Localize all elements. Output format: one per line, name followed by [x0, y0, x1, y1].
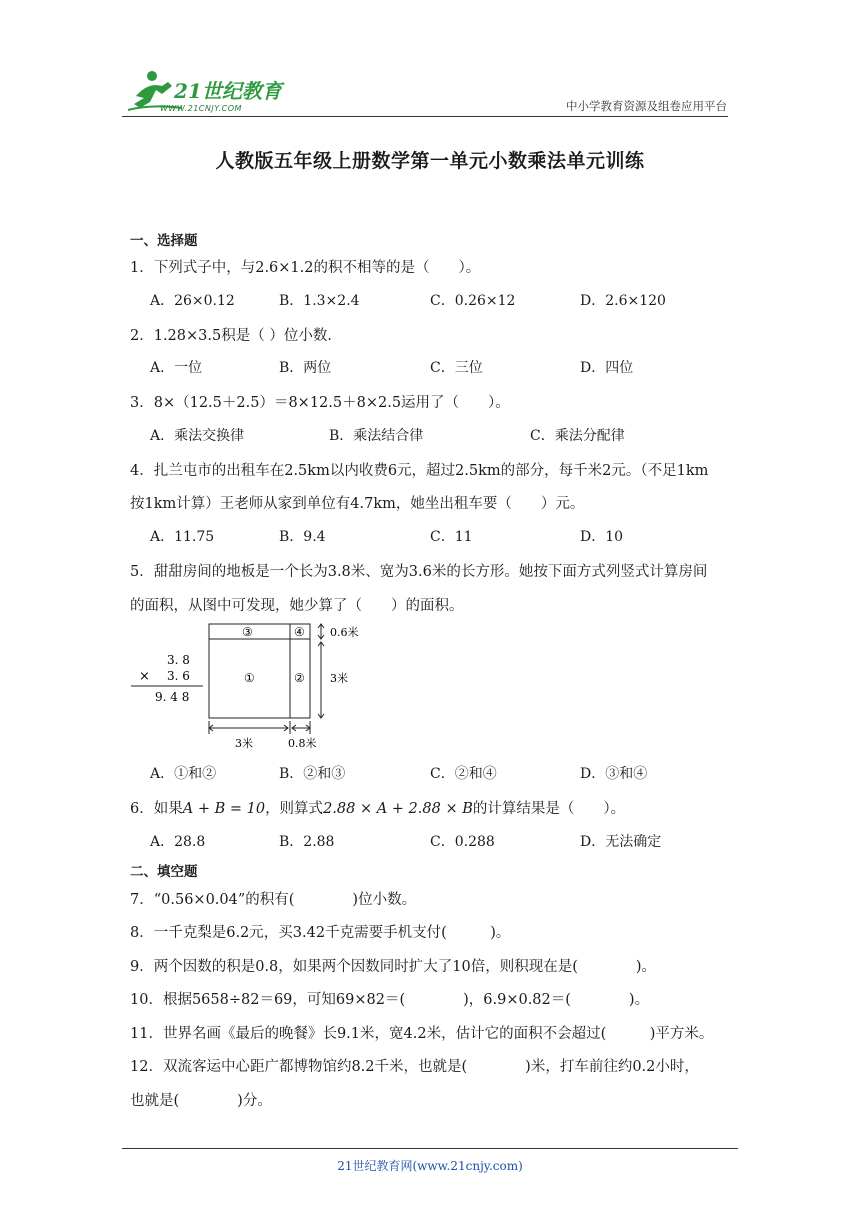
- question-6-suffix: 的计算结果是（ ）。: [472, 801, 626, 817]
- question-3-option-c: C．乘法分配律: [530, 428, 625, 444]
- logo-text: 21世纪教育: [174, 79, 282, 103]
- question-1-option-a: A．26×0.12: [150, 293, 235, 309]
- mult-result: 9. 4 8: [155, 690, 190, 704]
- dim-bottom-right-label: 0.8米: [288, 737, 317, 750]
- question-6-expr1: A + B = 10: [182, 801, 266, 817]
- question-4-stem-line2: 按1km计算）王老师从家到单位有4.7km，她坐出租车要（ ）元。: [130, 496, 585, 512]
- question-3-option-b: B．乘法结合律: [329, 428, 424, 444]
- question-2-stem: 2．1.28×3.5积是（ ）位小数．: [130, 328, 342, 344]
- region-3-label: ③: [242, 625, 253, 639]
- question-5-stem-line1: 5．甜甜房间的地板是一个长为3.8米、宽为3.6米的长方形。她按下面方式列竖式计算房间: [130, 564, 708, 580]
- question-6-stem: [130, 797, 625, 818]
- question-4-option-a: A．11.75: [150, 529, 215, 545]
- question-8: 8．一千克梨是6.2元，买3.42千克需要手机支付( )。: [130, 925, 511, 941]
- question-5-figure: [125, 618, 365, 756]
- question-11: 11．世界名画《最后的晚餐》长9.1米，宽4.2米，估计它的面积不会超过( )平方米。: [130, 1026, 714, 1042]
- footer-text: 21世纪教育网(www.21cnjy.com): [337, 1159, 523, 1173]
- question-1-option-d: D．2.6×120: [580, 293, 666, 309]
- page-title: 人教版五年级上册数学第一单元小数乘法单元训练: [215, 150, 645, 172]
- question-6-prefix: 6．如果: [130, 801, 183, 817]
- question-6-option-a: A．28.8: [150, 834, 206, 850]
- question-4-option-d: D．10: [580, 529, 624, 545]
- header-platform-text: 中小学教育资源及组卷应用平台: [566, 99, 727, 113]
- mult-top: 3. 8: [167, 653, 190, 667]
- question-5-option-b: B．②和③: [279, 766, 346, 782]
- logo-url: WWW.21CNJY.COM: [160, 104, 242, 113]
- question-12-line2: 也就是( )分。: [130, 1093, 272, 1109]
- question-5-option-c: C．②和④: [430, 766, 497, 782]
- question-12-line1: 12．双流客运中心距广都博物馆约8.2千米，也就是( )米，打车前往约0.2小时，: [130, 1059, 699, 1075]
- mult-sign: ×: [139, 669, 150, 684]
- footer-divider: [122, 1148, 738, 1149]
- question-2-option-d: D．四位: [580, 360, 634, 376]
- dim-top-label: 0.6米: [330, 626, 359, 639]
- question-2-option-c: C．三位: [430, 360, 483, 376]
- logo: [122, 68, 297, 120]
- header-divider: [122, 116, 728, 117]
- question-5-stem-line2: 的面积，从图中可发现，她少算了（ ）的面积。: [130, 598, 464, 614]
- question-4-option-c: C．11: [430, 529, 473, 545]
- question-3-stem: 3．8×（12.5＋2.5）＝8×12.5＋8×2.5运用了（ ）。: [130, 395, 510, 411]
- question-2-option-a: A．一位: [150, 360, 203, 376]
- question-1-option-b: B．1.3×2.4: [279, 293, 360, 309]
- region-4-label: ④: [294, 625, 305, 639]
- mult-bottom: 3. 6: [167, 669, 190, 683]
- question-6-option-c: C．0.288: [430, 834, 495, 850]
- question-7: 7．“0.56×0.04”的积有( )位小数。: [130, 892, 417, 908]
- question-4-option-b: B．9.4: [279, 529, 326, 545]
- dim-right-label: 3米: [330, 672, 348, 685]
- question-5-option-d: D．③和④: [580, 766, 648, 782]
- region-2-label: ②: [294, 671, 305, 685]
- region-1-label: ①: [244, 671, 255, 685]
- question-6-expr2: 2.88 × A + 2.88 × B: [323, 801, 473, 817]
- question-3-option-a: A．乘法交换律: [150, 428, 245, 444]
- question-6-mid: ，则算式: [265, 801, 324, 817]
- question-9: 9．两个因数的积是0.8，如果两个因数同时扩大了10倍，则积现在是( )。: [130, 959, 657, 975]
- section-heading-choice: 一、选择题: [130, 233, 198, 249]
- question-5-option-a: A．①和②: [150, 766, 217, 782]
- question-10: 10．根据5658÷82＝69，可知69×82＝( )，6.9×0.82＝( )。: [130, 992, 650, 1008]
- question-2-option-b: B．两位: [279, 360, 332, 376]
- question-4-stem-line1: 4．扎兰屯市的出租车在2.5km以内收费6元，超过2.5km的部分，每千米2元。（不足1km: [130, 463, 709, 479]
- question-6-option-b: B．2.88: [279, 834, 335, 850]
- dim-bottom-left-label: 3米: [235, 737, 253, 750]
- section-heading-fill: 二、填空题: [130, 864, 198, 880]
- question-6-option-d: D．无法确定: [580, 834, 662, 850]
- question-1-stem: 1．下列式子中，与2.6×1.2的积不相等的是（ ）。: [130, 260, 481, 276]
- question-1-option-c: C．0.26×12: [430, 293, 516, 309]
